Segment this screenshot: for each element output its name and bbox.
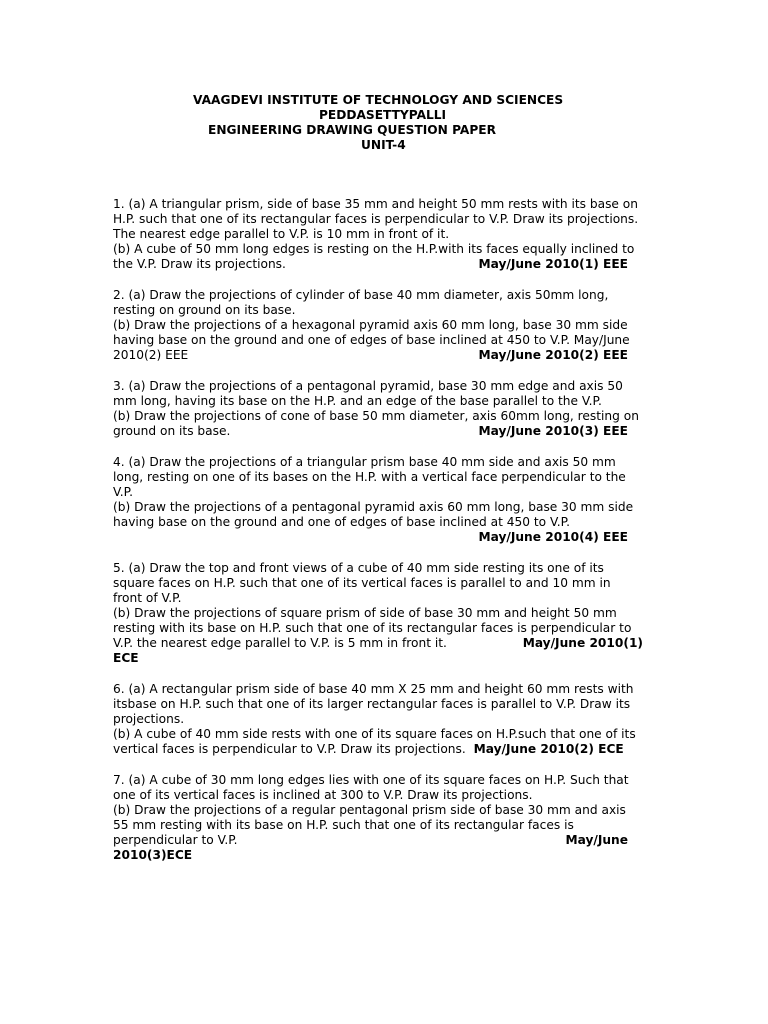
question-line: 2010(2) EEE xyxy=(113,348,189,363)
question-4 xyxy=(113,455,658,546)
question-line: having base on the ground and one of edges of base inclined at 450 to V.P. May/June xyxy=(113,333,630,348)
exam-tag: May/June 2010(2) ECE xyxy=(473,742,624,757)
question-line: front of V.P. xyxy=(113,591,182,606)
question-last-line xyxy=(113,833,658,848)
question-line: (b) A cube of 50 mm long edges is resting on the H.P.with its faces equally inclined to xyxy=(113,242,635,257)
question-line: the V.P. Draw its projections. xyxy=(113,257,286,272)
question-line: (b) Draw the projections of a pentagonal pyramid axis 60 mm long, base 30 mm side xyxy=(113,500,634,515)
exam-tag: May/June 2010(2) EEE xyxy=(478,348,628,363)
question-line: V.P. the nearest edge parallel to V.P. is 5 mm in front it. xyxy=(113,636,447,651)
exam-tag: May/June xyxy=(565,833,628,848)
question-line: (b) Draw the projections of square prism of side of base 30 mm and height 50 mm xyxy=(113,606,617,621)
question-line: (b) Draw the projections of cone of base 50 mm diameter, axis 60mm long, resting on xyxy=(113,409,639,424)
exam-tag: May/June 2010(4) EEE xyxy=(478,530,628,545)
question-line: itsbase on H.P. such that one of its larger rectangular faces is parallel to V.P. Draw its xyxy=(113,697,631,712)
exam-tag: May/June 2010(1) xyxy=(522,636,643,651)
question-line: 5. (a) Draw the top and front views of a cube of 40 mm side resting its one of its xyxy=(113,560,604,575)
question-7 xyxy=(113,773,658,864)
paper-title: ENGINEERING DRAWING QUESTION PAPER xyxy=(208,123,496,137)
question-line: (b) Draw the projections of a hexagonal pyramid axis 60 mm long, base 30 mm side xyxy=(113,318,628,333)
exam-tag: May/June 2010(3) EEE xyxy=(478,424,628,439)
question-line: having base on the ground and one of edges of base inclined at 450 to V.P. xyxy=(113,515,570,530)
question-line: (b) A cube of 40 mm side rests with one of its square faces on H.P.such that one of its xyxy=(113,727,636,742)
question-line: one of its vertical faces is inclined at 300 to V.P. Draw its projections. xyxy=(113,788,533,803)
question-last-line xyxy=(113,742,658,757)
question-line: 2. (a) Draw the projections of cylinder of base 40 mm diameter, axis 50mm long, xyxy=(113,287,609,302)
question-line: 4. (a) Draw the projections of a triangular prism base 40 mm side and axis 50 mm xyxy=(113,454,616,469)
question-line: 7. (a) A cube of 30 mm long edges lies with one of its square faces on H.P. Such that xyxy=(113,773,629,787)
question-line: resting on ground on its base. xyxy=(113,303,296,318)
question-last-line xyxy=(113,636,658,651)
question-last-line xyxy=(113,348,658,363)
question-line: long, resting on one of its bases on the H.P. with a vertical face perpendicular to the xyxy=(113,469,626,484)
question-line: perpendicular to V.P. xyxy=(113,833,238,848)
question-6 xyxy=(113,682,658,757)
question-line: 55 mm resting with its base on H.P. such that one of its rectangular faces is xyxy=(113,818,574,833)
question-line: vertical faces is perpendicular to V.P. Draw its projections. xyxy=(113,742,466,757)
question-2 xyxy=(113,288,658,363)
question-line: The nearest edge parallel to V.P. is 10 mm in front of it. xyxy=(113,227,450,242)
institute-name: VAAGDEVI INSTITUTE OF TECHNOLOGY AND SCIENCES xyxy=(193,93,564,107)
question-line: 1. (a) A triangular prism, side of base 35 mm and height 50 mm rests with its base on xyxy=(113,197,638,211)
question-line: 6. (a) A rectangular prism side of base 40 mm X 25 mm and height 60 mm rests with xyxy=(113,682,634,697)
questions-list xyxy=(113,197,658,864)
question-line: V.P. xyxy=(113,485,133,499)
question-line: ground on its base. xyxy=(113,424,231,439)
question-line: projections. xyxy=(113,712,185,727)
exam-tag-continued: 2010(3)ECE xyxy=(113,848,193,863)
question-line: 3. (a) Draw the projections of a pentagonal pyramid, base 30 mm edge and axis 50 xyxy=(113,378,623,393)
question-last-line xyxy=(113,424,658,439)
question-line: resting with its base on H.P. such that one of its rectangular faces is perpendicular to xyxy=(113,621,632,636)
question-5 xyxy=(113,561,658,667)
institute-location: PEDDASETTYPALLI xyxy=(319,108,447,122)
question-3 xyxy=(113,379,658,439)
unit-label: UNIT-4 xyxy=(361,138,406,152)
question-last-line xyxy=(113,257,658,272)
question-line: mm long, having its base on the H.P. and an edge of the base parallel to the V.P. xyxy=(113,394,602,409)
exam-tag-continued: ECE xyxy=(113,651,139,666)
question-1 xyxy=(113,197,658,272)
question-line: square faces on H.P. such that one of its vertical faces is parallel to and 10 mm in xyxy=(113,575,611,590)
question-line: (b) Draw the projections of a regular pentagonal prism side of base 30 mm and axis xyxy=(113,803,626,818)
question-line: H.P. such that one of its rectangular faces is perpendicular to V.P. Draw its projections. xyxy=(113,212,639,227)
exam-tag: May/June 2010(1) EEE xyxy=(478,257,628,272)
